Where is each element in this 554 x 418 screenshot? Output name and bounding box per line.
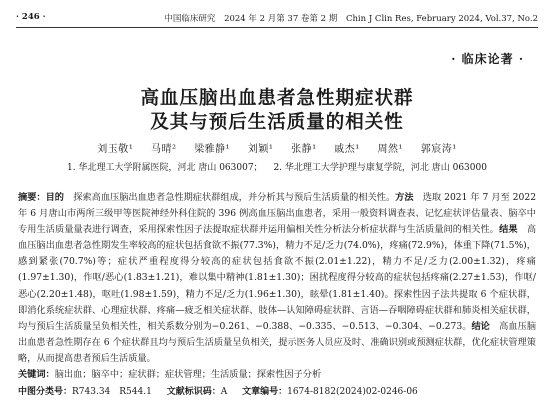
abstract-label: 摘要： [18,192,46,203]
keywords-text: 脑出血；脑卒中；症状群；症状管理；生活质量；探索性因子分析 [54,369,322,380]
running-header [16,9,538,28]
keywords [18,366,536,380]
article-no-value: 1674-8182(2024)02-0246-06 [287,387,418,397]
clc-value: R743.34 R544.1 [72,387,152,397]
abstract [18,190,536,367]
article-title-line-2: 及其与预后生活质量的相关性 [150,112,404,133]
author: 梁雅静¹ [194,144,231,155]
methods-label: 方法 [395,192,414,203]
objective-text: 探索高血压脑出血患者急性期症状群组成，并分析其与预后生活质量的相关性。 [73,192,396,203]
methods-text: 选取 2021 年 7 月至 2022 年 6 月唐山市两所三级甲等医院神经外科住院的 396 例高血压脑出血患者，采用一般资料调查表、记忆症状评估量表、脑卒中专用生活质量量表进行调查，采用探索性因子法提取症状群并运用偏相关性分析法分析症状群与生活质量间的相关性。 [18,192,537,236]
author: 戚杰¹ [334,144,360,155]
journal-issue-cn: 2024 年 2 月第 37 卷第 2 期 [224,14,338,24]
conclusion-text: 高血压脑出血患者急性期存在 6 个症状群且均与预后生活质量呈负相关，提示医务人员应及时、准确识别或预测症状群，优化症状管理策略，从而提高患者预后生活质量。 [18,320,537,364]
abstract-paragraph [18,190,536,367]
clc-label: 中图分类号： [18,387,73,397]
keywords-label: 关键词： [18,369,55,380]
author: 郭宸涛¹ [420,144,457,155]
results-label: 结果 [499,224,518,236]
journal-name-en: Chin J Clin Res, February 2024, Vol.37, No.2 [345,14,538,24]
affiliations [0,160,554,173]
conclusion-label: 结论 [471,320,490,332]
author: 刘玉敬¹ [97,144,134,155]
classification-line [18,384,536,397]
objective-label: 目的 [45,192,65,203]
journal-info [158,12,538,24]
author: 周然¹ [377,144,404,155]
author: 张静¹ [291,144,317,155]
author: 马晴² [150,144,177,155]
journal-name-cn: 中国临床研究 [164,14,216,24]
results-text: 高血压脑出血患者急性期发生率较高的症状包括食欲不振(77.3%)，精力不足/乏力(74.0%)，疼痛(72.9%)，体重下降(71.5%)，感到紧张(70.7%)等；症状严重程度得分较高的症状包括食欲不振(2.01±1.22)，精力不足/乏力(2.00±1.32)，疼痛(1.97±1.30)，作呕/恶心(1.83±1.21)，难以集中精神(1.81±1.30)；困扰程度得分较高的症状包括疼痛(2.27±1.53)，作呕/恶心(2.20±1.48)，呕吐(1.98±1.59)，精力不足/乏力(1.96±1.30)，眩晕(1.81±1.40)。探索性因子法共提取 6 个症状群，即消化系统症状群、心理症状群、疼痛—疲乏相关症状群、肢体—认知障碍症状群、言语—吞咽障碍症状群和肺炎相关症状群，均与预后生活质量呈负相关性，相关系数分别为−0.261、−0.388、−0.335、−0.513、−0.304、−0.273。 [18,224,537,332]
author-list [0,140,554,155]
affiliation: 2. 华北理工大学护理与康复学院，河北 唐山 063000 [273,163,487,173]
page-number: · 246 · [16,12,46,22]
article-title-line-1: 高血压脑出血患者急性期症状群 [140,88,414,109]
affiliation: 1. 华北理工大学附属医院，河北 唐山 063007； [67,163,263,173]
doc-code-label: 文献标识码： [166,387,221,397]
author: 刘颖¹ [247,144,274,155]
section-tag: · 临床论著 · [451,52,524,66]
article-no-label: 文章编号： [242,387,288,397]
doc-code-value: A [220,387,228,397]
